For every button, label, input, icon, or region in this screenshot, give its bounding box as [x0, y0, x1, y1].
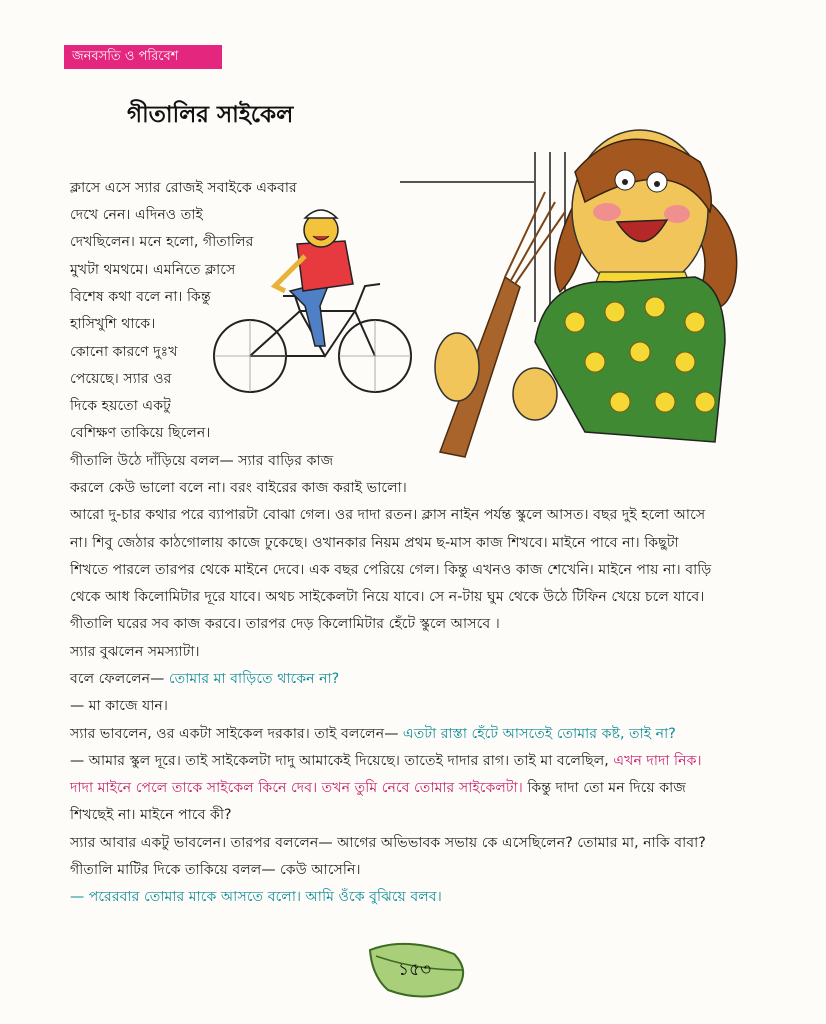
story-line: [70, 776, 686, 800]
boy-cycling-illustration: [205, 196, 420, 396]
story-line: [70, 203, 203, 227]
text-segment: গীতালি উঠে দাঁড়িয়ে বলল— স্যার বাড়ির কাজ: [70, 453, 334, 469]
story-line: [70, 858, 361, 882]
text-segment: এখন দাদা নিক।: [613, 753, 702, 769]
story-line: [70, 421, 210, 445]
story-line: [70, 722, 676, 746]
story-line: [70, 885, 442, 909]
story-line: [70, 749, 702, 773]
text-segment: দেখে নেন। এদিনও তাই: [70, 207, 203, 223]
text-segment: বলে ফেললেন—: [70, 671, 169, 687]
page-number: ১৫৩: [398, 960, 432, 980]
story-line: [70, 258, 235, 282]
text-segment: এতটা রাস্তা হেঁটে আসতেই তোমার কষ্ট, তাই না?: [402, 726, 676, 742]
chapter-tag: জনবসতি ও পরিবেশ: [64, 45, 222, 69]
story-line: [70, 340, 178, 364]
text-segment: — মা কাজে যান।: [70, 698, 168, 714]
story-line: [70, 640, 200, 664]
story-line: [70, 694, 168, 718]
text-segment: দিকে হয়তো একটু: [70, 398, 171, 414]
story-line: [70, 367, 172, 391]
story-line: [70, 285, 211, 309]
text-segment: তোমার মা বাড়িতে থাকেন না?: [168, 671, 340, 687]
story-line: [70, 585, 704, 609]
story-title: গীতালির সাইকেল: [127, 102, 294, 128]
text-segment: না। শিবু জেঠার কাঠগোলায় কাজে ঢুকেছে। ওখানকার নিয়ম প্রথম ছ-মাস কাজ শিখবে। মাইনে পাবে না। কিছুটা: [70, 535, 679, 551]
text-segment: শিখছেই না। মাইনে পাবে কী?: [70, 807, 232, 823]
text-segment: — আমার স্কুল দূরে। তাই সাইকেলটা দাদু আমাকেই দিয়েছে। তাতেই দাদার রাগ। তাই মা বলেছিল,: [70, 753, 614, 769]
story-line: [70, 558, 711, 582]
text-segment: হাসিখুশি থাকে।: [70, 316, 156, 332]
story-line: [70, 394, 171, 418]
story-line: [70, 803, 232, 827]
story-line: [70, 831, 706, 855]
text-segment: স্যার ভাবলেন, ওর একটা সাইকেল দরকার। তাই বললেন—: [70, 726, 403, 742]
girl-with-broom-illustration: [395, 112, 765, 472]
text-segment: বেশিক্ষণ তাকিয়ে ছিলেন।: [70, 425, 211, 441]
story-line: [70, 476, 407, 500]
text-segment: গীতালি ঘরের সব কাজ করবে। তারপর দেড় কিলোমিটার হেঁটে স্কুলে আসবে ।: [70, 616, 500, 632]
text-segment: বিশেষ কথা বলে না। কিন্তু: [70, 289, 211, 305]
text-segment: পরেরবার তোমার মাকে আসতে বলো। আমি ওঁকে বুঝিয়ে বলব।: [84, 889, 442, 905]
story-line: [70, 230, 253, 254]
text-segment: গীতালি মাটির দিকে তাকিয়ে বলল— কেউ আসেনি।: [70, 862, 361, 878]
text-segment: পেয়েছে। স্যার ওর: [70, 371, 172, 387]
story-line: [70, 531, 679, 555]
text-segment: থেকে আধ কিলোমিটার দূরে যাবে। অথচ সাইকেলটা নিয়ে যাবে। সে ন-টায় ঘুম থেকে উঠে টিফিন খেয়ে চলে যাবে।: [70, 589, 705, 605]
text-segment: দেখছিলেন। মনে হলো, গীতালির: [70, 234, 254, 250]
story-line: [70, 612, 500, 636]
text-segment: আরো দু-চার কথার পরে ব্যাপারটা বোঝা গেল। ওর দাদা রতন। ক্লাস নাইন পর্যন্ত স্কুলে আসত। বছর দুই হলো আসে: [70, 507, 706, 523]
story-line: [70, 667, 339, 691]
text-segment: কোনো কারণে দুঃখ: [70, 344, 178, 360]
text-segment: মুখটা থমথমে। এমনিতে ক্লাসে: [70, 262, 236, 278]
text-segment: করলে কেউ ভালো বলে না। বরং বাইরের কাজ করাই ভালো।: [70, 480, 407, 496]
text-segment: দাদা মাইনে পেলে তাকে সাইকেল কিনে দেব। তখন তুমি নেবে তোমার সাইকেলটা।: [70, 780, 523, 796]
text-segment: —: [70, 889, 85, 905]
story-line: [70, 503, 705, 527]
text-segment: শিখতে পারলে তারপর থেকে মাইনে দেবে। এক বছর পেরিয়ে গেল। কিন্তু এখনও কাজ শেখেনি। মাইনে পায় না। বাড়ি: [70, 562, 712, 578]
text-segment: স্যার বুঝলেন সমস্যাটা।: [70, 644, 200, 660]
story-line: [70, 176, 297, 200]
text-segment: ক্লাসে এসে স্যার রোজই সবাইকে একবার: [70, 180, 297, 196]
story-line: [70, 312, 155, 336]
text-segment: কিন্তু দাদা তো মন দিয়ে কাজ: [522, 780, 686, 796]
story-line: [70, 449, 333, 473]
text-segment: স্যার আবার একটু ভাবলেন। তারপর বললেন— আগের অভিভাবক সভায় কে এসেছিলেন? তোমার মা, নাকি বাবা?: [70, 835, 706, 851]
